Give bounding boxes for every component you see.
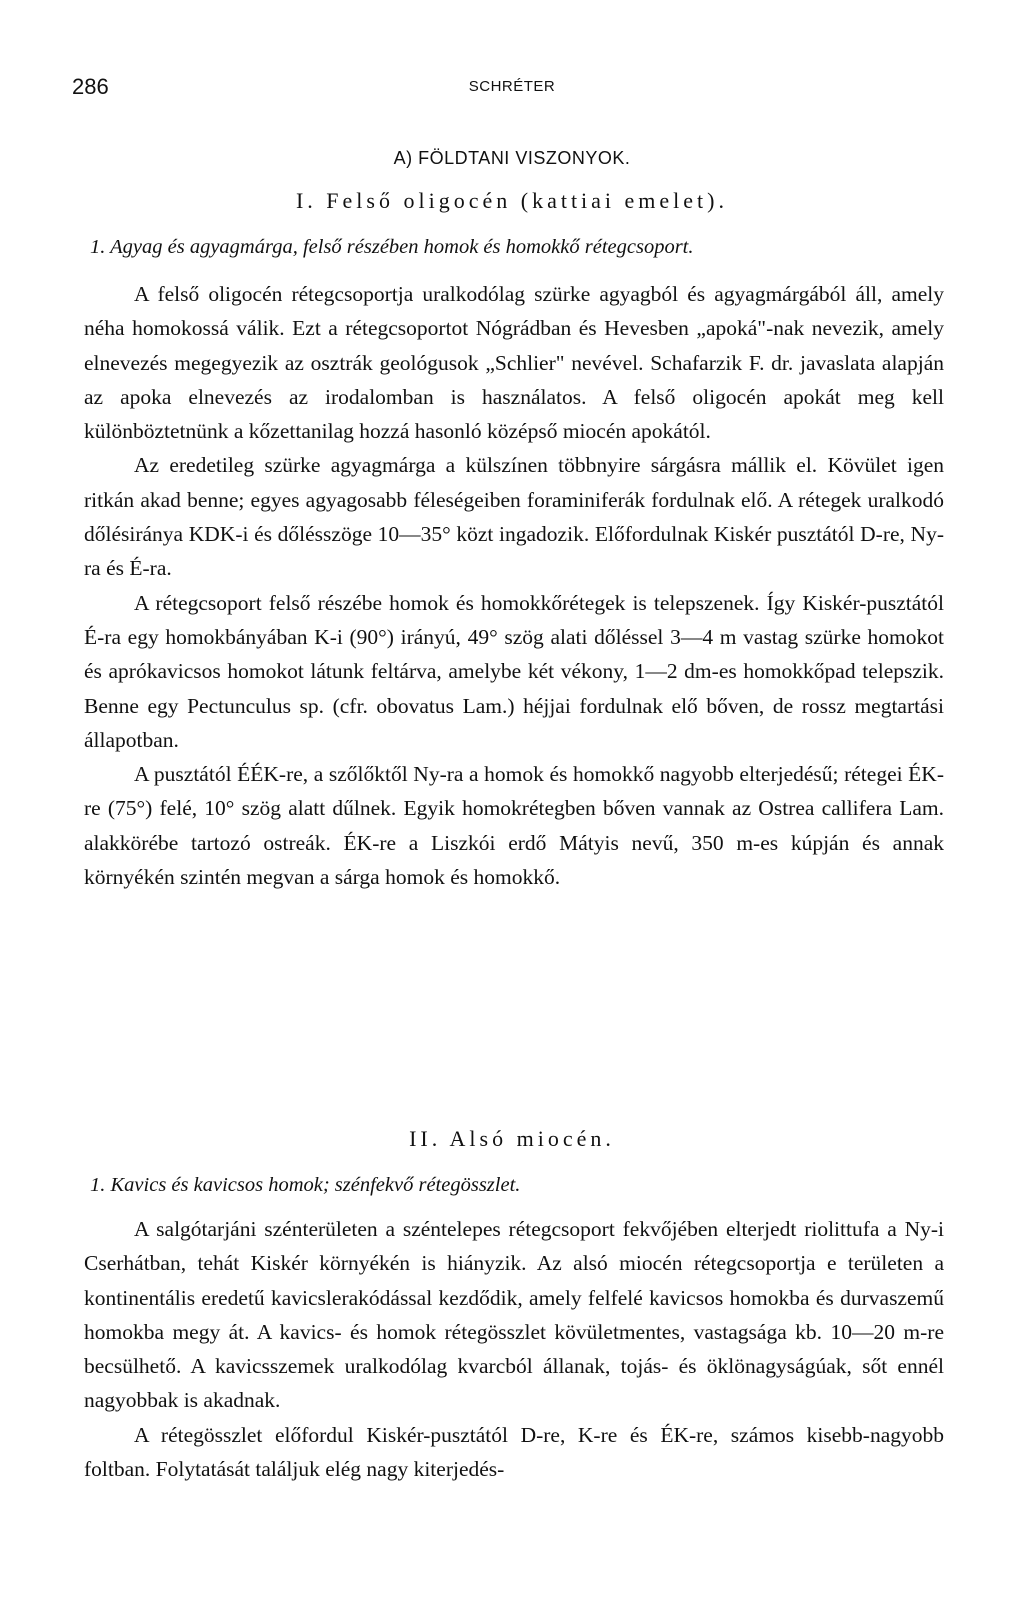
section-a-body bbox=[84, 277, 944, 894]
chapter-subtitle: I. Felső oligocén (kattiai emelet). bbox=[295, 188, 728, 213]
page-number: 286 bbox=[72, 74, 109, 99]
paragraph: A rétegcsoport felső részébe homok és homokkőrétegek is telepszenek. Így Kiskér-pusztától É-ra egy homokbányában K-i (90°) irányú, 49° szög alati dőléssel 3—4 m vastag szürke homokot és aprókavicsos homokot látunk feltárva, amelybe két vékony, 1—2 dm-es homokkőpad telepszik. Benne egy Pectunculus sp. (cfr. obovatus Lam.) héjjai fordulnak elő bőven, de rossz megtartási állapotban. bbox=[84, 590, 944, 752]
paragraph: A rétegösszlet előfordul Kiskér-pusztától D-re, K-re és ÉK-re, számos kisebb-nagyobb foltban. Folytatását találjuk elég nagy kiterjedés- bbox=[84, 1422, 944, 1482]
paragraph: A felső oligocén rétegcsoportja uralkodólag szürke agyagból és agyagmárgából áll, amely néha homokossá válik. Ezt a rétegcsoportot Nógrádban és Hevesben „apoká"-nak nevezik, amely elnevezés megegyezik az osztrák geológusok „Schlier" nevével. Schafarzik F. dr. javaslata alapján az apoka elnevezés az irodalomban is használatos. A felső oligocén apokát meg kell különböztetnünk a kőzettanilag hozzá hasonló középső miocén apokától. bbox=[84, 282, 944, 444]
paragraph: A salgótarjáni szénterületen a széntelepes rétegcsoport fekvőjében elterjedt riolittufa a Ny-i Cserhátban, tehát Kiskér környékén is hiányzik. Az alsó miocén rétegcsoportja e területen a kontinentális eredetű kavicslerakódással kezdődik, amely felfelé kavicsos homokba és durvaszemű homokba megy át. A kavics- és homok rétegösszlet kövületmentes, vastagsága kb. 10—20 m-re becsülhető. A kavicsszemek uralkodólag kvarcból állanak, tojás- és öklönagyságúak, sőt ennél nagyobbak is akadnak. bbox=[84, 1217, 944, 1413]
subsection-heading: 1. Agyag és agyagmárga, felső részében homok és homokkő rétegcsoport. bbox=[90, 236, 694, 258]
paragraph: Az eredetileg szürke agyagmárga a külszínen többnyire sárgásra mállik el. Kövület igen ritkán akad benne; egyes agyagosabb féleségeiben foraminiferák fordulnak elő. A rétegek uralkodó dőlésiránya KDK-i és dőlésszöge 10—35° közt ingadozik. Előfordulnak Kiskér pusztától D-re, Ny-ra és É-ra. bbox=[84, 453, 944, 581]
chapter-subtitle: II. Alsó miocén. bbox=[409, 1126, 615, 1151]
running-title: SCHRÉTER bbox=[468, 78, 556, 95]
subsection-heading: 1. Kavics és kavicsos homok; szénfekvő rétegösszlet. bbox=[90, 1174, 521, 1196]
section-title: A) FÖLDTANI VISZONYOK. bbox=[393, 148, 631, 168]
paragraph: A pusztától ÉÉK-re, a szőlőktől Ny-ra a homok és homokkő nagyobb elterjedésű; rétegei ÉK-re (75°) felé, 10° szög alatt dűlnek. Egyik homokrétegben bőven vannak az Ostrea callifera Lam. alakkörébe tartozó ostreák. ÉK-re a Liszkói erdő Mátyis nevű, 350 m-es kúpján és annak környékén szintén megvan a sárga homok és homokkő. bbox=[84, 762, 944, 890]
section-b-body bbox=[84, 1212, 944, 1486]
